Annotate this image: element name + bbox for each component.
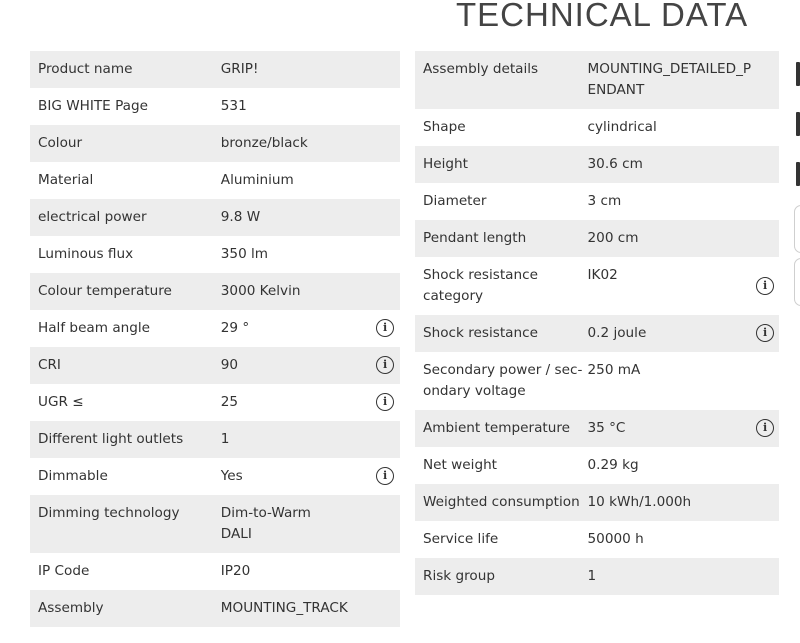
spec-info-cell [370,199,400,236]
spec-row [415,315,779,352]
spec-info-cell [370,51,400,88]
spec-label: Dimming technology [30,495,221,553]
spec-info-cell [751,484,779,521]
spec-value: MOUNTING_TRACK [221,590,370,627]
spec-label: Ambient temperature [415,410,588,447]
page-title: TECHNICAL DATA [456,0,749,33]
spec-row [30,553,400,590]
spec-row [30,88,400,125]
spec-label: Colour [30,125,221,162]
spec-value: 35 °C [588,410,752,447]
spec-label: Shock resistance category [415,257,588,315]
info-circle-icon[interactable]: i [756,419,774,437]
spec-value: 531 [221,88,370,125]
spec-row [415,410,779,447]
spec-row [415,109,779,146]
info-circle-icon[interactable]: i [376,319,394,337]
spec-label: Shock resistance [415,315,588,352]
spec-info-cell [751,521,779,558]
spec-label: Colour temperature [30,273,221,310]
spec-row [30,273,400,310]
spec-table-right [415,51,779,595]
spec-value: GRIP! [221,51,370,88]
spec-info-cell [370,88,400,125]
spec-info-cell [370,162,400,199]
spec-info-cell [370,458,400,495]
spec-label: Half beam angle [30,310,221,347]
spec-info-cell [751,183,779,220]
spec-row [415,447,779,484]
edge-tab-3[interactable] [796,162,800,186]
spec-info-cell [370,384,400,421]
spec-row [30,162,400,199]
edge-card-1[interactable] [794,205,800,253]
spec-info-cell [370,421,400,458]
spec-label: Assembly details [415,51,588,109]
spec-row [415,183,779,220]
spec-label: Material [30,162,221,199]
spec-value: 30.6 cm [588,146,752,183]
spec-value: Dim-to-Warm DALI [221,495,370,553]
spec-value: 1 [221,421,370,458]
spec-value: bronze/black [221,125,370,162]
spec-value: 200 cm [588,220,752,257]
spec-value: Aluminium [221,162,370,199]
spec-value: 3 cm [588,183,752,220]
spec-label: Assembly [30,590,221,627]
spec-label: Luminous flux [30,236,221,273]
spec-value: 10 kWh/1.000h [588,484,752,521]
spec-value: 25 [221,384,370,421]
spec-row [30,495,400,553]
spec-info-cell [751,109,779,146]
spec-row [30,310,400,347]
spec-value: 0.2 joule [588,315,752,352]
info-circle-icon[interactable]: i [376,467,394,485]
spec-info-cell [751,257,779,315]
spec-label: Height [415,146,588,183]
spec-row [30,51,400,88]
spec-value: 90 [221,347,370,384]
spec-row [415,558,779,595]
spec-value: 350 lm [221,236,370,273]
spec-value: 250 mA [588,352,752,410]
spec-info-cell [751,410,779,447]
spec-label: electrical power [30,199,221,236]
spec-value: 0.29 kg [588,447,752,484]
info-circle-icon[interactable]: i [376,356,394,374]
edge-tab-2[interactable] [796,112,800,136]
spec-value: IK02 [588,257,752,315]
spec-label: Pendant length [415,220,588,257]
spec-info-cell [751,447,779,484]
spec-label: CRI [30,347,221,384]
spec-label: Shape [415,109,588,146]
spec-row [415,521,779,558]
spec-label: Secondary power / sec- ondary voltage [415,352,588,410]
spec-info-cell [751,220,779,257]
spec-row [30,236,400,273]
spec-info-cell [751,146,779,183]
spec-info-cell [751,558,779,595]
spec-value: Yes [221,458,370,495]
spec-value: 9.8 W [221,199,370,236]
spec-label: IP Code [30,553,221,590]
spec-row [30,199,400,236]
spec-label: Net weight [415,447,588,484]
spec-row [415,352,779,410]
spec-info-cell [370,273,400,310]
spec-info-cell [751,315,779,352]
spec-info-cell [370,495,400,553]
spec-value: 50000 h [588,521,752,558]
spec-label: Different light outlets [30,421,221,458]
spec-info-cell [370,347,400,384]
spec-label: Diameter [415,183,588,220]
info-circle-icon[interactable]: i [756,324,774,342]
spec-table-left [30,51,400,627]
spec-row [415,484,779,521]
spec-row [30,384,400,421]
edge-tab-1[interactable] [796,62,800,86]
spec-label: Service life [415,521,588,558]
spec-info-cell [751,352,779,410]
spec-row [30,421,400,458]
spec-info-cell [370,236,400,273]
spec-row [415,146,779,183]
spec-row [30,125,400,162]
spec-value: 1 [588,558,752,595]
spec-label: UGR ≤ [30,384,221,421]
spec-label: Risk group [415,558,588,595]
edge-card-2[interactable] [794,258,800,306]
spec-label: Dimmable [30,458,221,495]
spec-label: Product name [30,51,221,88]
spec-row [415,257,779,315]
spec-info-cell [370,310,400,347]
spec-row [415,51,779,109]
spec-row [415,220,779,257]
spec-value: cylindrical [588,109,752,146]
spec-value: 29 ° [221,310,370,347]
spec-info-cell [370,590,400,627]
spec-value: MOUNTING_DETAILED_P ENDANT [588,51,752,109]
spec-info-cell [370,125,400,162]
spec-info-cell [370,553,400,590]
spec-label: BIG WHITE Page [30,88,221,125]
spec-value: IP20 [221,553,370,590]
info-circle-icon[interactable]: i [376,393,394,411]
spec-row [30,590,400,627]
spec-label: Weighted consumption [415,484,588,521]
spec-info-cell [751,51,779,109]
spec-value: 3000 Kelvin [221,273,370,310]
spec-row [30,347,400,384]
info-circle-icon[interactable]: i [756,277,774,295]
spec-row [30,458,400,495]
